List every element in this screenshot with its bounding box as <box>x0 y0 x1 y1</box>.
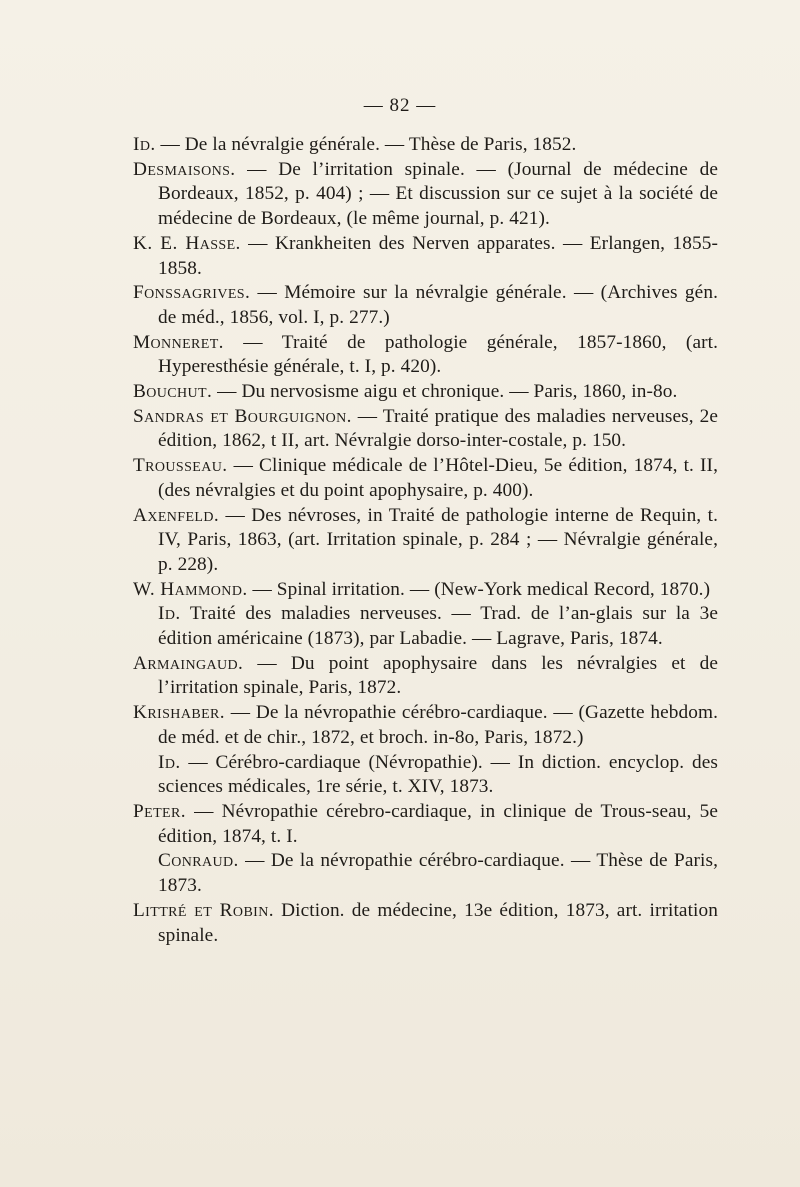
entry-text: — Clinique médicale de l’Hôtel-Dieu, 5e édition, 1874, t. II, (des névralgies et du point apophysaire, p. 400). <box>158 455 718 501</box>
bibliography-entry <box>133 602 718 651</box>
entry-author: Littré et Robin. <box>133 899 274 921</box>
bibliography-entry <box>133 281 718 330</box>
bibliography-entry <box>133 652 718 701</box>
bibliography-list <box>133 133 718 948</box>
bibliography-entry <box>133 232 718 281</box>
bibliography-entry <box>133 701 718 750</box>
entry-text: — Traité pratique des maladies nerveuses, 2e édition, 1862, t II, art. Névralgie dorso-inter-costale, p. 150. <box>158 405 719 452</box>
entry-author: K. E. Hasse. <box>133 232 241 254</box>
entry-author: Sandras et Bourguignon. <box>133 405 352 427</box>
entry-text: — Spinal irritation. — (New-York medical Record, 1870.) <box>247 578 711 600</box>
entry-text: — Krankheiten des Nerven apparates. — Erlangen, 1855-1858. <box>158 232 719 279</box>
entry-author: Desmaisons. <box>133 158 236 180</box>
entry-text: — De la névropathie cérébro-cardiaque. — (Gazette hebdom. de méd. et de chir., 1872, et broch. in-8o, Paris, 1872.) <box>158 702 718 748</box>
entry-text: — De l’irritation spinale. — (Journal de médecine de Bordeaux, 1852, p. 404) ; — Et discussion sur ce sujet à la société de médecine de Bordeaux, (le même journal, p. 421). <box>158 158 718 230</box>
entry-author: Conraud. <box>158 850 239 872</box>
entry-author: Id. <box>133 134 156 155</box>
entry-author: Bouchut. <box>133 381 213 403</box>
entry-author: Armaingaud. <box>133 652 244 674</box>
entry-text: — De la névropathie cérébro-cardiaque. — Thèse de Paris, 1873. <box>158 850 718 897</box>
bibliography-entry <box>133 504 718 578</box>
entry-text: — Des névroses, in Traité de pathologie interne de Requin, t. IV, Paris, 1863, (art. Irritation spinale, p. 284 ; — Névralgie générale, p. 228). <box>158 504 718 575</box>
bibliography-entry <box>133 899 718 948</box>
bibliography-entry <box>133 158 718 232</box>
bibliography-entry <box>133 380 718 405</box>
entry-text: — Du point apophysaire dans les névralgies et de l’irritation spinale, Paris, 1872. <box>158 652 718 699</box>
entry-author: Fonssagrives. <box>133 282 251 304</box>
entry-text: — Cérébro-cardiaque (Névropathie). — In diction. encyclop. des sciences médicales, 1re série, t. XIV, 1873. <box>158 751 718 798</box>
entry-text: — De la névralgie générale. — Thèse de Paris, 1852. <box>155 134 577 155</box>
entry-author: Krishaber. <box>133 702 225 724</box>
bibliography-entry <box>133 578 718 603</box>
bibliography-entry <box>133 454 718 503</box>
page-number: — 82 — <box>363 95 437 116</box>
entry-author: Axenfeld. <box>133 504 220 526</box>
bibliography-entry <box>133 405 718 454</box>
entry-author: Peter. <box>133 800 186 822</box>
entry-author: Monneret. <box>133 331 224 353</box>
entry-text: — Du nervosisme aigu et chronique. — Paris, 1860, in-8o. <box>212 381 678 403</box>
entry-author: Trousseau. <box>133 455 228 477</box>
bibliography-entry <box>133 849 718 898</box>
entry-text: — Traité de pathologie générale, 1857-1860, (art. Hyperesthésie générale, t. I, p. 420). <box>158 331 718 378</box>
bibliography-entry <box>133 331 718 380</box>
entry-text: — Mémoire sur la névralgie générale. — (Archives gén. de méd., 1856, vol. I, p. 277.) <box>158 282 718 328</box>
entry-text: — Névropathie cérebro-cardiaque, in clinique de Trous-seau, 5e édition, 1874, t. I. <box>158 800 718 847</box>
bibliography-entry <box>133 800 718 849</box>
bibliography-entry <box>133 751 718 800</box>
entry-author: W. Hammond. <box>133 578 248 600</box>
entry-author: Id. <box>158 751 181 773</box>
entry-author: Id. <box>158 603 181 625</box>
entry-text: Diction. de médecine, 13e édition, 1873, art. irritation spinale. <box>158 899 718 946</box>
bibliography-entry <box>133 133 718 158</box>
entry-text: Traité des maladies nerveuses. — Trad. de l’an-glais sur la 3e édition américaine (1873), par Labadie. — Lagrave, Paris, 1874. <box>158 603 718 650</box>
